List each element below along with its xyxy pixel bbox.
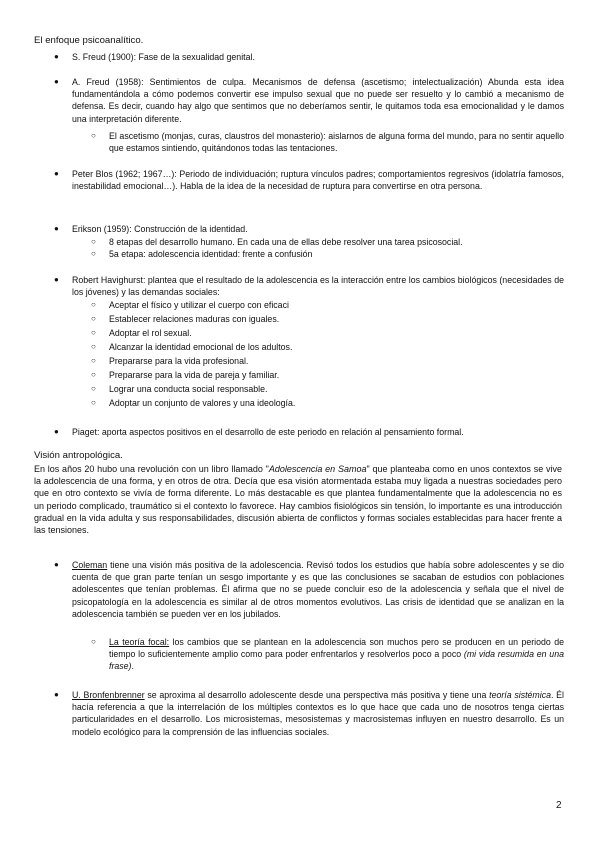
circle-bullet-icon: ○ [91,342,96,351]
sublist-item-havighurst-7: ○ Lograr una conducta social responsable. [91,384,268,394]
circle-bullet-icon: ○ [91,328,96,337]
sublist-item-havighurst-8: ○ Adoptar un conjunto de valores y una ideología. [91,398,296,408]
circle-bullet-icon: ○ [91,398,96,407]
circle-bullet-icon: ○ [91,637,96,646]
sublist-item-havighurst-2: ○ Establecer relaciones maduras con iguales. [91,314,280,324]
sublist-item-teoria-focal: ○ La teoría focal: los cambios que se plantean en la adolescencia son muchos pero se producen en un periodo de tiempo lo suficientemente amplio como para poder enfrentarlos y resolverlos poco a poco (mi vida resumida en una frase). [91,637,564,672]
bullet-icon: ● [54,77,59,86]
section-title-psicoanalitico: El enfoque psicoanalítico. [34,35,144,46]
bullet-icon: ● [54,52,59,61]
sublist-item-erikson-1: ○ 8 etapas del desarrollo humano. En cada una de ellas debe resolver una tarea psicosocial. [91,237,463,247]
bullet-icon: ● [54,169,59,178]
sublist-item-havighurst-5: ○ Prepararse para la vida profesional. [91,356,249,366]
circle-bullet-icon: ○ [91,249,96,258]
book-title: Adolescencia en Samoa [268,464,367,474]
list-item-blos: ● Peter Blos (1962; 1967…): Periodo de individuación; ruptura vínculos padres; comportamientos regresivos (idolatría famosos, inestabilidad emocional…). Habla de la idea de la necesidad de ruptura para convertirse en otra persona. [54,169,564,192]
sublist-item-havighurst-1: ○ Aceptar el físico y utilizar el cuerpo con eficaci [91,300,289,310]
sublist-item-havighurst-4: ○ Alcanzar la identidad emocional de los adultos. [91,342,293,352]
list-item-havighurst: ● Robert Havighurst: plantea que el resultado de la adolescencia es la interacción entre los cambios biológicos (necesidades de los jóvenes) y las demandas sociales: [54,275,564,298]
circle-bullet-icon: ○ [91,356,96,365]
circle-bullet-icon: ○ [91,237,96,246]
sublist-item-erikson-2: ○ 5a etapa: adolescencia identidad: frente a confusión [91,249,313,259]
coleman-name: Coleman [72,560,108,570]
bronfenbrenner-name: U. Bronfenbrenner [72,690,145,700]
list-item-bronfenbrenner: ● U. Bronfenbrenner se aproxima al desarrollo adolescente desde una perspectiva más positiva y tiene una teoría sistémica. Él hacía referencia a que la interrelación de los múltiples contextos es lo que hace que cada uno de nosotros tenga ciertas particularidades en el desarrollo. Los microsistemas, mesosistemas y macrosistemas influyen en nuestro desarrollo. Es un modelo ecológico para la comprensión de las influencias sociales. [54,690,564,737]
circle-bullet-icon: ○ [91,314,96,323]
list-item-freud: ● S. Freud (1900): Fase de la sexualidad genital. [54,52,255,62]
bullet-icon: ● [54,224,59,233]
circle-bullet-icon: ○ [91,300,96,309]
list-item-coleman: ● Coleman tiene una visión más positiva de la adolescencia. Revisó todos los estudios que había sobre adolescentes y se dio cuenta de que gran parte tenían un sesgo importante y es que las conclusiones se sacaban de estudios con poblaciones adolescentes que tenían problemas. Él afirma que no se puede concluir eso de la adolescencia y señala que el nivel de psicopatología en la adolescencia es similar al de otros momentos evolutivos. Las crisis de identidad que se analizan en la adolescencia también se pueden ver en los jubilados. [54,560,564,619]
bullet-icon: ● [54,690,59,699]
bullet-icon: ● [54,427,59,436]
list-item-erikson: ● Erikson (1959): Construcción de la identidad. [54,224,248,234]
circle-bullet-icon: ○ [91,131,96,140]
list-item-afreud: ● A. Freud (1958): Sentimientos de culpa. Mecanismos de defensa (ascetismo; intelectualización) Abunda esta idea fundamentándola a cómo podemos convertir ese impulso sexual que no puede ser resuelto y lo cambió a mecanismo de defensa. Es decir, cuando hay algo que sentimos que no deberíamos sentir, le quitamos toda esa emocionalidad y le damos una interpretación diferente. [54,77,564,124]
circle-bullet-icon: ○ [91,370,96,379]
sublist-item-ascetismo: ○ El ascetismo (monjas, curas, claustros del monasterio): aislarnos de alguna forma del mundo, para no sentir aquello que estamos sintiendo, quitándonos todas las tentaciones. [91,131,564,154]
list-item-piaget: ● Piaget: aporta aspectos positivos en el desarrollo de este periodo en relación al pensamiento formal. [54,427,464,437]
bullet-icon: ● [54,560,59,569]
page-number: 2 [556,800,562,811]
paragraph-samoa: En los años 20 hubo una revolución con un libro llamado "Adolescencia en Samoa" que planteaba como en unos contextos se vive la adolescencia de una forma, y en otros de otra. Decía que esa visión atormentada estaba muy ligada a nuestras sociedades pero que en otro contexto se vivía de forma diferente. Lo más destacable es que plantea fundamentalmente que la adolescencia no es un periodo complicado, traumático si el contexto lo favorece. Hay cambios fisiológicos sin tensión, lo importante es una introducción gradual en la vida adulta y sus responsabilidades, discusión abierta de conflictos y formas sociales establecidas para hacer frente a las tensiones. [34,464,562,536]
circle-bullet-icon: ○ [91,384,96,393]
bullet-icon: ● [54,275,59,284]
sublist-item-havighurst-3: ○ Adoptar el rol sexual. [91,328,192,338]
teoria-focal-note: (mi vida resumida en una frase) [109,649,564,672]
teoria-focal-label: La teoría focal: [109,637,170,647]
teoria-sistemica: teoría sistémica [489,690,552,700]
section-title-antropologica: Visión antropológica. [34,450,123,461]
sublist-item-havighurst-6: ○ Prepararse para la vida de pareja y familiar. [91,370,280,380]
